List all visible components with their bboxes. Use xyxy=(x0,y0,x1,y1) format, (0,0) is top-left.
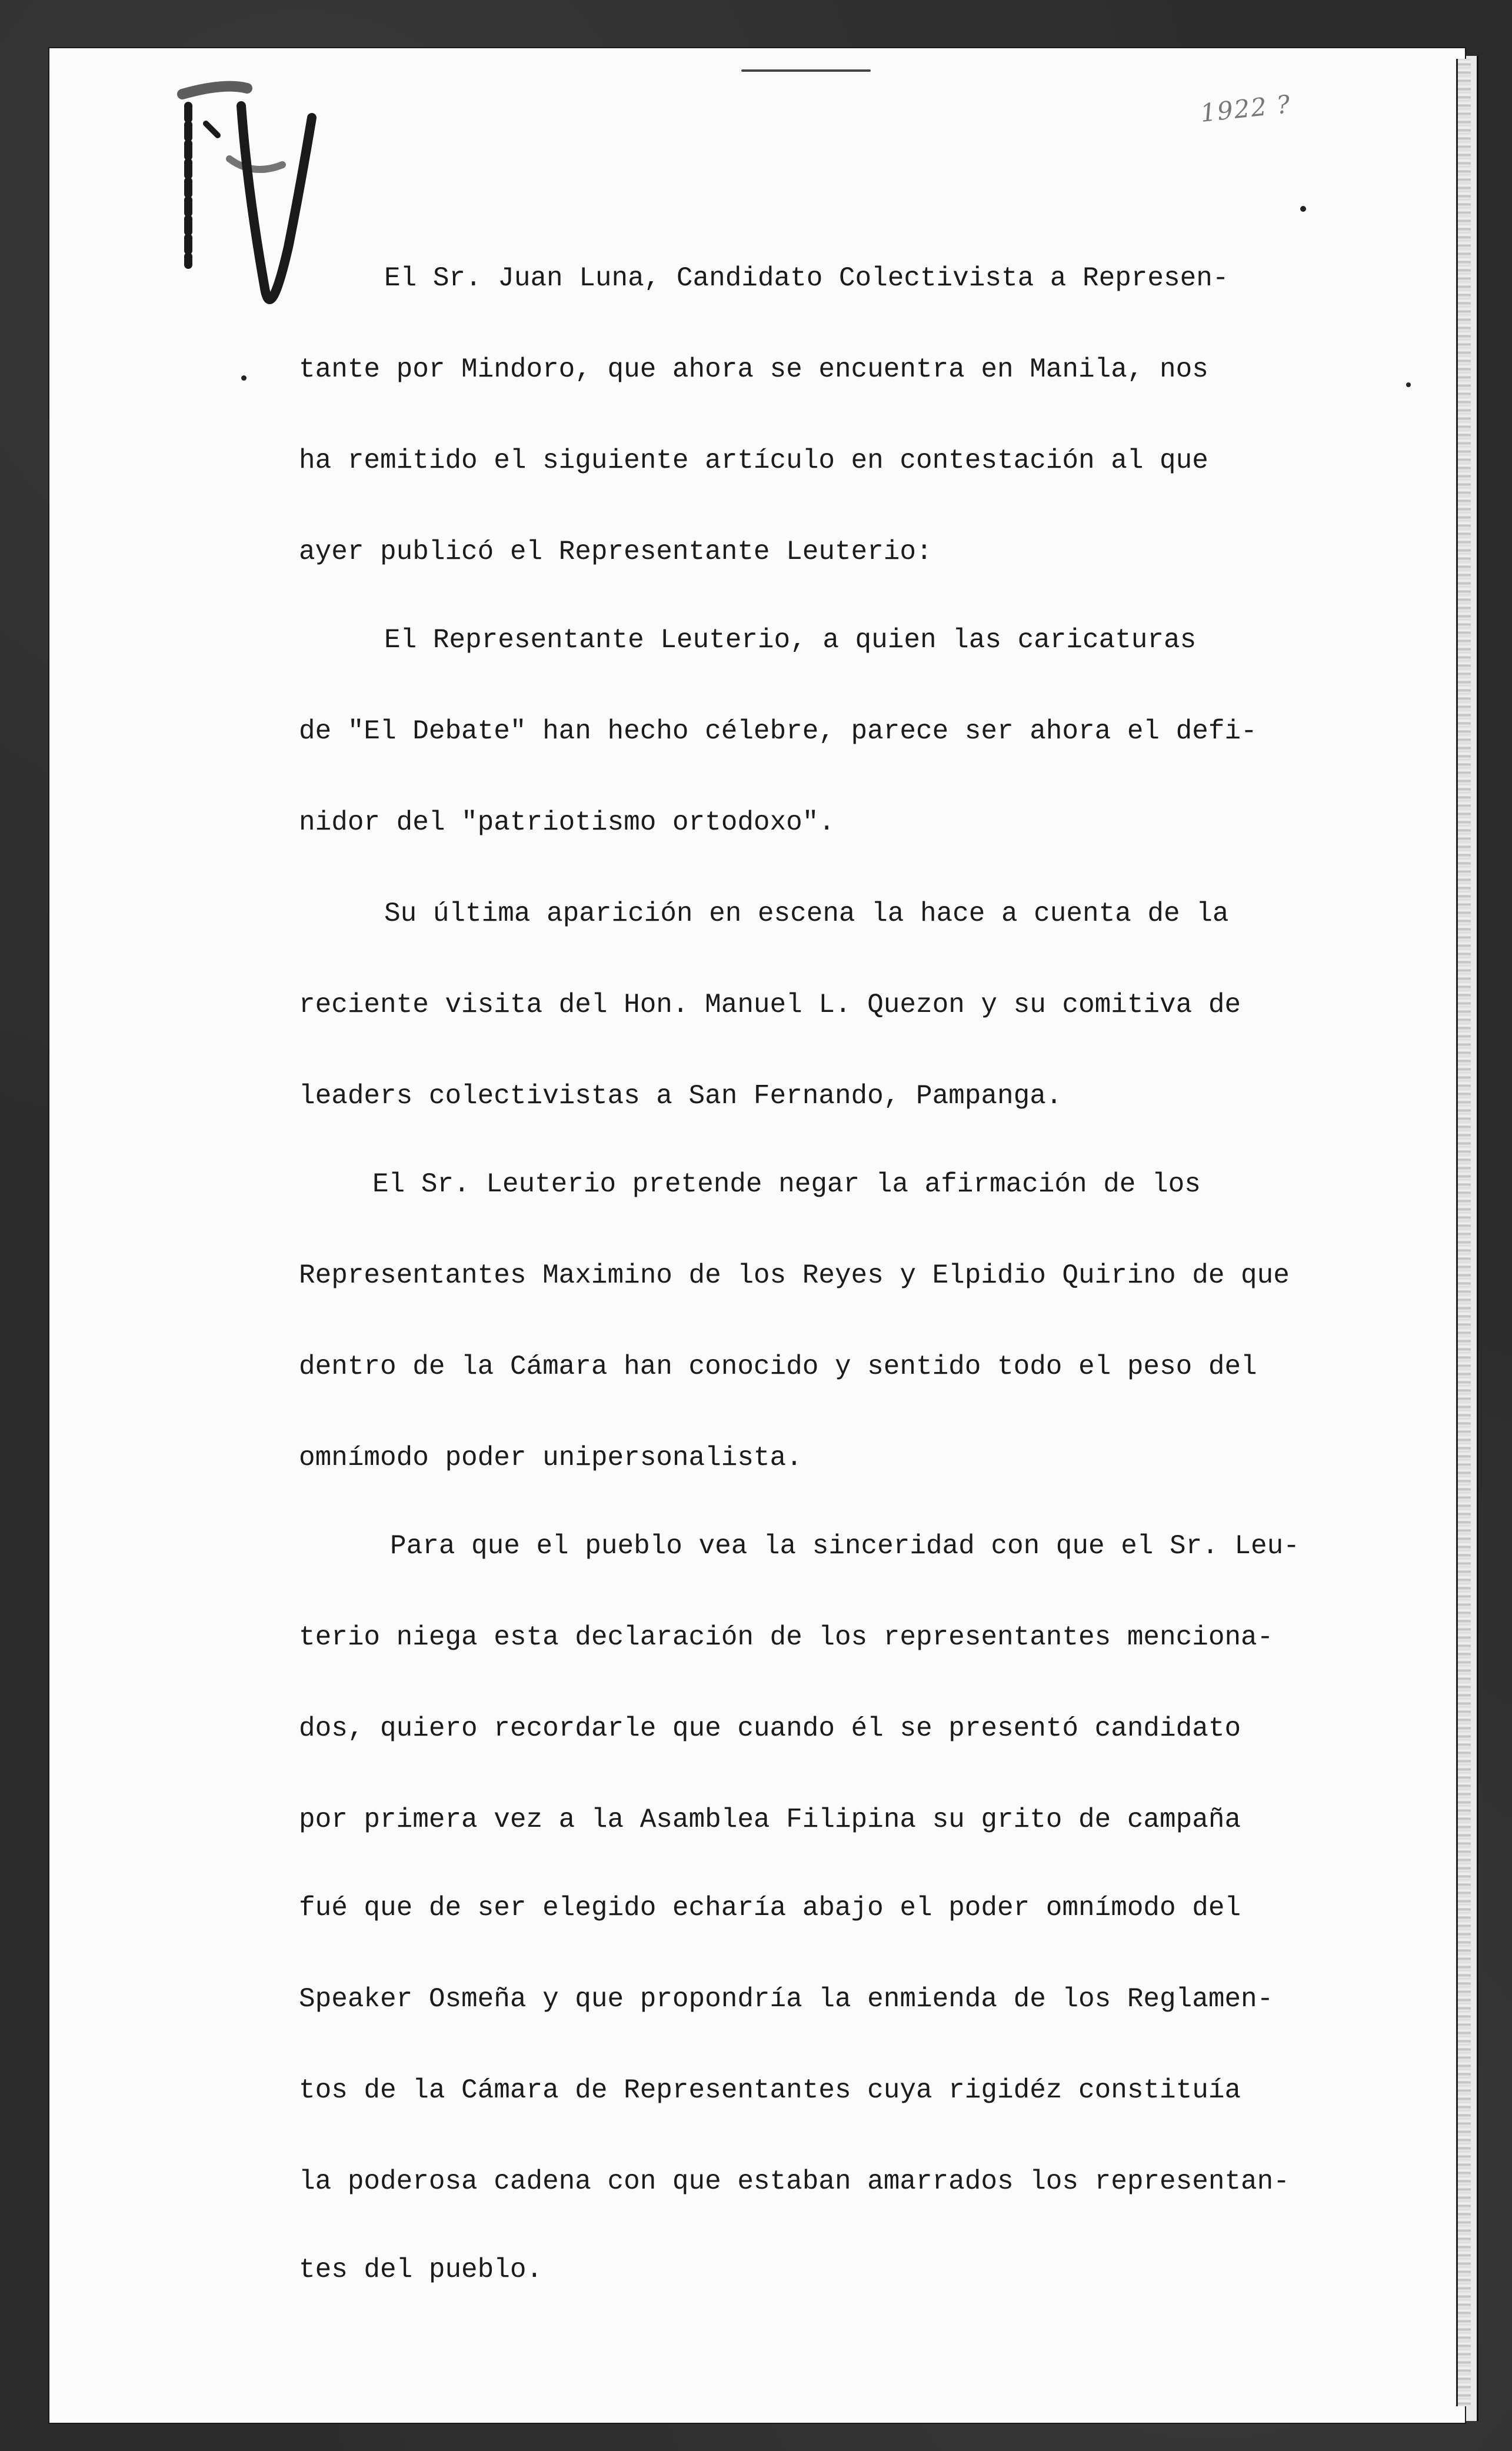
text-line: de "El Debate" han hecho célebre, parece ser ahora el defi- xyxy=(299,716,1257,747)
ink-speck xyxy=(1406,382,1411,387)
text-line: tante por Mindoro, que ahora se encuentra en Manila, nos xyxy=(299,354,1208,385)
text-line: terio niega esta declaración de los representantes menciona- xyxy=(299,1622,1274,1653)
text-line: ayer publicó el Representante Leuterio: xyxy=(299,537,932,567)
text-line: El Sr. Leuterio pretende negar la afirmación de los xyxy=(372,1169,1201,1200)
top-ink-mark xyxy=(741,69,871,72)
text-line: dentro de la Cámara han conocido y sentido todo el peso del xyxy=(299,1351,1257,1382)
pencil-annotation: 1922 ? xyxy=(1198,89,1293,128)
text-line: fué que de ser elegido echaría abajo el poder omnímodo del xyxy=(299,1893,1241,1923)
text-line: Su última aparición en escena la hace a cuenta de la xyxy=(384,898,1229,929)
text-line: Speaker Osmeña y que propondría la enmienda de los Reglamen- xyxy=(299,1984,1274,2014)
text-line: El Representante Leuterio, a quien las caricaturas xyxy=(384,625,1197,655)
text-line: la poderosa cadena con que estaban amarrados los representan- xyxy=(299,2166,1290,2197)
text-line: leaders colectivistas a San Fernando, Pampanga. xyxy=(299,1081,1063,1111)
ink-stamp-mark xyxy=(159,71,335,306)
document-page xyxy=(48,47,1466,2424)
text-line: tos de la Cámara de Representantes cuya rigidéz constituía xyxy=(299,2075,1241,2106)
text-line: nidor del "patriotismo ortodoxo". xyxy=(299,807,835,838)
text-line: omnímodo poder unipersonalista. xyxy=(299,1443,802,1473)
text-line: dos, quiero recordarle que cuando él se presentó candidato xyxy=(299,1713,1241,1744)
ink-speck xyxy=(241,375,247,381)
text-line: El Sr. Juan Luna, Candidato Colectivista a Represen- xyxy=(384,263,1229,294)
text-line: ha remitido el siguiente artículo en contestación al que xyxy=(299,445,1208,476)
page-stack-edge xyxy=(1456,59,1471,2406)
ink-speck xyxy=(1300,206,1306,212)
text-line: Representantes Maximino de los Reyes y Elpidio Quirino de que xyxy=(299,1260,1290,1291)
text-line: por primera vez a la Asamblea Filipina su grito de campaña xyxy=(299,1804,1241,1835)
text-line: reciente visita del Hon. Manuel L. Quezon y su comitiva de xyxy=(299,990,1241,1020)
text-line: tes del pueblo. xyxy=(299,2254,543,2285)
text-line: Para que el pueblo vea la sinceridad con que el Sr. Leu- xyxy=(390,1531,1300,1561)
